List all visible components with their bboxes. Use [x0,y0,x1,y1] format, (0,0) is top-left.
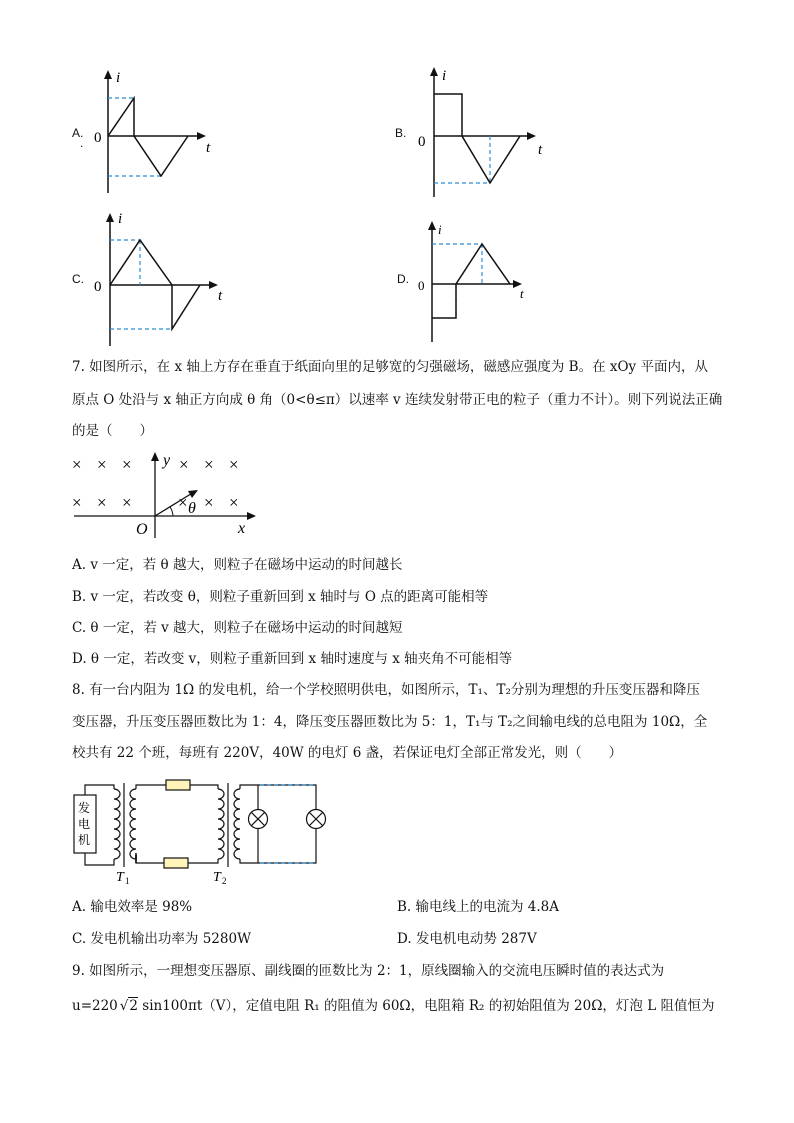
t1-subscript: 1 [125,876,130,886]
q8-option-b[interactable]: B. 输电线上的电流为 4.8A [397,899,560,915]
field-cross: × [72,455,82,474]
t2-label: T [213,870,221,885]
field-cross: × [178,493,188,512]
field-cross: × [229,493,239,512]
graph-a-i: i [116,70,121,86]
q7-option-b[interactable]: B. v 一定，若改变 θ，则粒子重新回到 x 轴时与 O 点的距离可能相等 [72,589,489,605]
t2-primary-coil [218,789,224,859]
field-cross: × [97,493,107,512]
graph-c-t: t [218,288,223,304]
q7-y-label: y [163,452,171,469]
q7-line1: 7. 如图所示，在 x 轴上方存在垂直于纸面向里的足够宽的匀强磁场，磁感应强度为 B。在 xOy 平面内，从 [72,359,708,375]
generator-label-2: 电 [78,817,91,831]
q9-line2: u=220 √2 sin100πt（V），定值电阻 R₁ 的阻值为 60Ω，电阻箱 R₂ 的初始阻值为 20Ω，灯泡 L 阻值恒为 [72,998,715,1014]
t2-secondary-coil [234,789,240,859]
q7-option-a[interactable]: A. v 一定，若 θ 越大，则粒子在磁场中运动的时间越长 [72,557,403,573]
q7-line3: 的是（ ） [72,423,153,439]
graph-c-zero: 0 [94,279,102,295]
option-b-label: B. [395,126,407,140]
field-cross: × [229,455,239,474]
graph-d-i: i [438,222,442,237]
q8-line3: 校共有 22 个班，每班有 220V，40W 的电灯 6 盏，若保证电灯全部正常发光，则（ ） [72,745,623,761]
graph-d-curve [432,244,510,318]
field-cross: × [72,493,82,512]
t1-secondary-coil [130,789,136,859]
q9-formula-start: u=220 [72,998,118,1014]
field-cross: × [204,493,214,512]
q8-option-a[interactable]: A. 输电效率是 98% [72,899,193,915]
graph-a-t-arrow [197,132,206,140]
field-cross: × [97,455,107,474]
q7-origin-label: O [136,521,148,538]
field-cross: × [122,493,132,512]
graph-a-t: t [206,140,211,156]
field-cross: × [204,455,214,474]
q7-figure [70,450,260,538]
graph-d-t: t [520,286,524,301]
q9-line1: 9. 如图所示，一理想变压器原、副线圈的匝数比为 2：1，原线圈输入的交流电压瞬时值的表达式为 [72,963,665,979]
graph-b [412,64,552,200]
graph-a-zero: 0 [94,130,102,146]
graph-a [88,68,228,198]
t2-subscript: 2 [222,876,227,886]
graph-a-i-arrow [104,70,112,79]
option-a-label: A. [72,126,84,140]
graph-b-zero: 0 [418,134,426,150]
q7-option-d[interactable]: D. θ 一定，若改变 v，则粒子重新回到 x 轴时速度与 x 轴夹角不可能相等 [72,651,513,667]
q7-line2: 原点 O 处沿与 x 轴正方向成 θ 角（0<θ≤π）以速率 v 连续发射带正电的粒子（重力不计）。则下列说法正确 [72,392,723,408]
graph-c [88,210,238,350]
q7-x-label: x [238,520,246,537]
option-c-label: C. [72,272,84,286]
graph-d-zero: 0 [418,278,425,293]
q8-circuit [70,775,330,887]
graph-b-curve [434,94,520,183]
generator-label-3: 机 [78,833,91,847]
q9-formula-rest: sin100πt（V），定值电阻 R₁ 的阻值为 60Ω，电阻箱 R₂ 的初始阻值为 20Ω，灯泡 L 阻值恒为 [137,998,715,1014]
t1-primary-coil [114,789,120,859]
line-resistor-bottom [164,858,188,868]
graph-c-i: i [118,211,123,227]
q8-option-c[interactable]: C. 发电机输出功率为 5280W [72,931,251,947]
graph-b-t: t [538,142,543,158]
q7-option-c[interactable]: C. θ 一定，若 v 越大，则粒子在磁场中运动的时间越短 [72,620,403,636]
line-resistor-top [166,780,190,790]
option-d-label: D. [397,272,409,286]
graph-d [412,218,542,344]
q9-sqrt-value: 2 [129,998,138,1014]
t1-label: T [116,870,124,885]
field-cross: × [179,455,189,474]
field-cross: × [122,455,132,474]
q8-option-d[interactable]: D. 发电机电动势 287V [397,931,537,947]
q7-theta-label: θ [188,500,196,517]
graph-a-curve [108,98,188,176]
generator-label-1: 发 [78,801,91,815]
q8-line1: 8. 有一台内阻为 1Ω 的发电机，给一个学校照明供电，如图所示，T₁、T₂分别为理想的升压变压器和降压 [72,682,700,698]
option-a-dot: . [80,136,84,150]
graph-b-i: i [442,68,447,84]
q8-line2: 变压器，升压变压器匝数比为 1：4，降压变压器匝数比为 5：1，T₁与 T₂之间输电线的总电阻为 10Ω，全 [72,714,708,730]
